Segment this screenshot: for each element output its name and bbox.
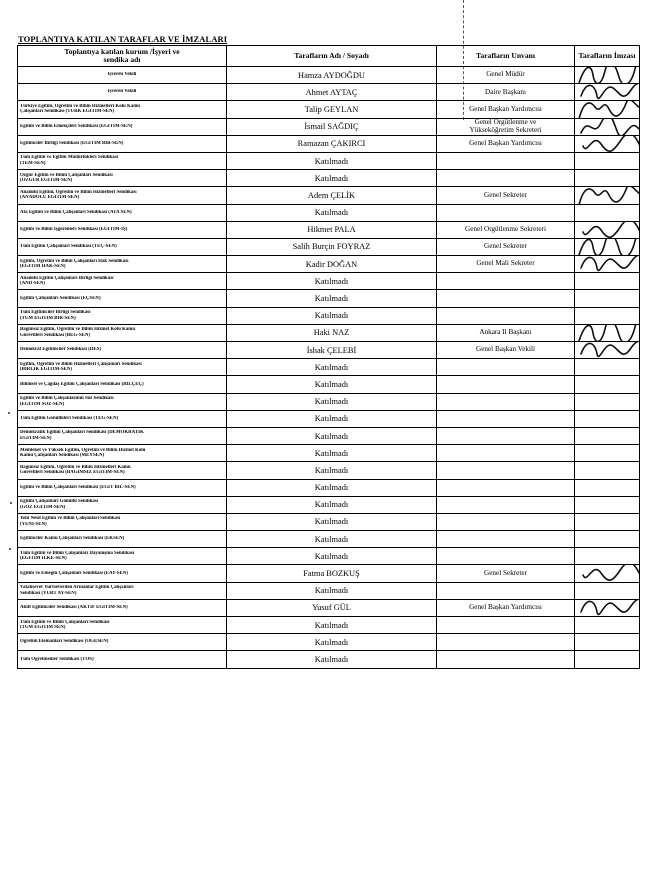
signature-cell xyxy=(575,135,640,152)
org-name-line: Bilimsel ve Çağdaş Eğitim Çalışanları Sendikası (BİLÇEÇ) xyxy=(20,381,144,387)
org-name-line: Kamu Çalışanları Sendikası (MEYSEN) xyxy=(20,453,105,459)
party-name-cell: Katılmadı xyxy=(227,582,437,599)
org-cell xyxy=(18,67,227,84)
handwritten-signature xyxy=(575,67,640,84)
org-name-line: Eğitim ve Bilim Çalışanları Sendikası (EGİT BİL-SEN) xyxy=(20,484,136,490)
table-row xyxy=(18,170,640,187)
party-name-cell: Katılmadı xyxy=(227,307,437,324)
party-title-cell xyxy=(437,238,575,255)
party-title-line: Genel Başkan Yardımcısı xyxy=(469,604,542,612)
party-title-cell xyxy=(437,617,575,634)
org-cell xyxy=(18,634,227,651)
party-title-cell xyxy=(437,513,575,530)
table-row xyxy=(18,410,640,427)
party-title-cell xyxy=(437,221,575,238)
org-name-line: Özgür Eğitim ve Bilim Çalışanları Sendikası xyxy=(20,172,113,178)
org-cell xyxy=(18,651,227,668)
signature-cell xyxy=(575,651,640,668)
org-name-line: Eğitim Çalışanları Gönüllü Sendikası xyxy=(20,499,99,505)
signature-cell xyxy=(575,548,640,565)
table-row xyxy=(18,462,640,479)
org-name-line: Demokratik Eğitim Çalışanları Sendikası (DEMOKRATİK xyxy=(20,430,144,436)
org-cell xyxy=(18,342,227,359)
table-row xyxy=(18,67,640,84)
org-name-line: Tüm Eğitim ve Bilim Çalışanları Dayanışma Sendikası xyxy=(20,550,135,556)
signature-cell xyxy=(575,410,640,427)
party-title-cell xyxy=(437,84,575,101)
org-name-line: Eğitim, Öğretim ve Bilim Hizmetleri Çalışanları Sendikası xyxy=(20,361,142,367)
org-name-line: Eğitimciler Birliği Sendikası (EĞİTİM BİR-SEN) xyxy=(20,141,124,147)
signature-cell xyxy=(575,479,640,496)
signature-cell xyxy=(575,101,640,118)
signature-cell xyxy=(575,221,640,238)
org-name-line: Demokrat Eğitimciler Sendikası (DES) xyxy=(20,347,102,353)
org-name-line: Anadolu Eğitim, Öğretim ve Bilim Hizmetleri Sendikası xyxy=(20,189,137,195)
party-title-line: Genel Sekreter xyxy=(484,191,527,199)
handwritten-signature xyxy=(575,599,640,616)
header-org-line: sendika adı xyxy=(103,55,141,64)
handwritten-signature xyxy=(575,238,640,255)
table-row xyxy=(18,427,640,444)
party-title-cell xyxy=(437,118,575,135)
party-name-cell: Yusuf GÜL xyxy=(227,599,437,616)
org-name-line: Ata Eğitim ve Bilim Çalışanları Sendikası (ATA SEN) xyxy=(20,209,132,215)
org-name-line: Memleket ve Yüksek Eğitim, Öğretim ve Bilim Hizmet Kolu xyxy=(20,447,146,453)
org-name-line: Tüm Eğitim ve Bilim Çalışanları Sendikası xyxy=(20,619,110,625)
org-cell xyxy=(18,479,227,496)
table-row xyxy=(18,531,640,548)
handwritten-signature xyxy=(575,221,640,238)
party-name-cell: Kadir DOĞAN xyxy=(227,256,437,273)
org-cell xyxy=(18,582,227,599)
org-cell xyxy=(18,410,227,427)
org-name-line: Tüm Eğitim Gönüllüleri Sendikası (TEG-SEN) xyxy=(20,416,119,422)
table-row xyxy=(18,307,640,324)
org-name-line: (EĞİTİM HAK-SEN) xyxy=(20,264,66,270)
org-name-line: (BİRLİK EĞİTİM-SEN) xyxy=(20,367,73,373)
party-name-cell: Katılmadı xyxy=(227,393,437,410)
table-row xyxy=(18,651,640,668)
party-title-cell xyxy=(437,531,575,548)
signature-cell xyxy=(575,204,640,221)
org-cell xyxy=(18,565,227,582)
party-title-cell xyxy=(437,342,575,359)
party-name-cell: Adem ÇELİK xyxy=(227,187,437,204)
signature-cell xyxy=(575,342,640,359)
table-row xyxy=(18,273,640,290)
party-title-cell xyxy=(437,273,575,290)
party-title-line: Genel Sekreter xyxy=(484,243,527,251)
signature-cell xyxy=(575,599,640,616)
signature-cell xyxy=(575,359,640,376)
table-row xyxy=(18,324,640,341)
signature-cell xyxy=(575,324,640,341)
org-name-line: (GÖZ EĞİTİM-SEN) xyxy=(20,504,66,510)
header-signature: Tarafların İmzası xyxy=(575,46,640,67)
party-name-cell: Katılmadı xyxy=(227,634,437,651)
table-row xyxy=(18,359,640,376)
party-title-line: Genel Örgütlenme Sekreteri xyxy=(465,226,546,234)
party-name-cell: Hamza AYDOĞDU xyxy=(227,67,437,84)
party-title-line: Daire Başkanı xyxy=(485,88,526,96)
org-cell xyxy=(18,445,227,462)
table-row xyxy=(18,238,640,255)
party-title-cell xyxy=(437,565,575,582)
signature-cell xyxy=(575,496,640,513)
page-title: TOPLANTIYA KATILAN TARAFLAR VE İMZALARI xyxy=(18,34,228,44)
signature-cell xyxy=(575,565,640,582)
org-name-line: EĞİTİM-SEN) xyxy=(20,436,52,442)
org-cell xyxy=(18,599,227,616)
party-title-cell xyxy=(437,479,575,496)
table-row xyxy=(18,565,640,582)
org-name-line: Anadolu Eğitim Çalışanları Birliği Sendikası xyxy=(20,275,114,281)
handwritten-signature xyxy=(575,135,640,152)
org-name-line: Aktif Eğitimciler Sendikası (AKTİF EĞİTİM-SEN) xyxy=(20,605,128,611)
party-title-line: Genel Başkan Yardımcısı xyxy=(469,105,542,113)
table-row xyxy=(18,342,640,359)
org-name-line: (AND-SEN) xyxy=(20,281,45,287)
party-name-cell: Fatma BOZKUŞ xyxy=(227,565,437,582)
party-title-cell xyxy=(437,204,575,221)
party-title-cell xyxy=(437,634,575,651)
party-title-cell xyxy=(437,427,575,444)
signature-cell xyxy=(575,445,640,462)
signature-cell xyxy=(575,152,640,169)
org-name-line: (TÜM EĞİTİM SEN) xyxy=(20,625,66,631)
org-cell xyxy=(18,427,227,444)
header-name: Tarafların Adı / Soyadı xyxy=(227,46,437,67)
party-name-cell: İshak ÇELEBİ xyxy=(227,342,437,359)
org-cell xyxy=(18,238,227,255)
org-name-line: Eğitim, Öğretim ve Bilim Çalışanları Hak Sendikası xyxy=(20,258,129,264)
org-cell xyxy=(18,513,227,530)
party-name-cell: Katılmadı xyxy=(227,152,437,169)
org-cell xyxy=(18,462,227,479)
table-row xyxy=(18,513,640,530)
org-name-line: Tüm Eğitim ve Eğitim Müdürlükleri Sendikası xyxy=(20,155,118,161)
table-row xyxy=(18,101,640,118)
org-cell xyxy=(18,152,227,169)
org-name-line: İşveren Vekili xyxy=(107,72,137,78)
org-cell xyxy=(18,221,227,238)
party-title-line: Genel Başkan Vekili xyxy=(476,346,535,354)
header-org xyxy=(18,46,227,67)
party-title-line: Yükseköğretim Sekreteri xyxy=(469,126,542,134)
party-title-line: Genel Örgütlenme ve xyxy=(474,119,537,127)
org-cell xyxy=(18,204,227,221)
table-row xyxy=(18,152,640,169)
org-name-line: Eğitimciler Kamu Çalışanları Sendikası (EKSEN) xyxy=(20,536,125,542)
party-title-line: Genel Mali Sekreter xyxy=(476,260,535,268)
party-name-cell: Katılmadı xyxy=(227,617,437,634)
signature-cell xyxy=(575,84,640,101)
party-name-cell: Katılmadı xyxy=(227,204,437,221)
party-name-cell: Katılmadı xyxy=(227,170,437,187)
signature-cell xyxy=(575,307,640,324)
signature-cell xyxy=(575,273,640,290)
org-cell xyxy=(18,307,227,324)
party-name-cell: Ahmet AYTAÇ xyxy=(227,84,437,101)
party-title-cell xyxy=(437,462,575,479)
party-title-cell xyxy=(437,359,575,376)
signature-cell xyxy=(575,376,640,393)
table-row xyxy=(18,290,640,307)
party-title-cell xyxy=(437,376,575,393)
org-cell xyxy=(18,84,227,101)
party-name-cell: Katılmadı xyxy=(227,548,437,565)
signature-cell xyxy=(575,170,640,187)
org-cell xyxy=(18,359,227,376)
party-title-cell xyxy=(437,101,575,118)
org-cell xyxy=(18,187,227,204)
table-row xyxy=(18,376,640,393)
party-name-cell: Katılmadı xyxy=(227,496,437,513)
org-name-line: Görevlileri Sendikası (BEG-SEN) xyxy=(20,332,91,338)
org-name-line: Yeni Nesil Eğitim ve Bilim Çalışanları Sendikası xyxy=(20,516,121,522)
org-name-line: Türkiye Eğitim, Öğretim ve Bilim Hizmetleri Kolu Kamu xyxy=(20,103,140,109)
scan-speck xyxy=(10,502,12,504)
party-name-cell: İsmail SAĞDIÇ xyxy=(227,118,437,135)
scan-speck xyxy=(9,548,11,550)
handwritten-signature xyxy=(575,342,640,359)
table-row xyxy=(18,393,640,410)
table-row xyxy=(18,634,640,651)
party-title-cell xyxy=(437,307,575,324)
handwritten-signature xyxy=(575,256,640,273)
party-title-cell xyxy=(437,324,575,341)
table-row xyxy=(18,84,640,101)
handwritten-signature xyxy=(575,324,640,341)
signature-cell xyxy=(575,427,640,444)
table-row xyxy=(18,221,640,238)
party-title-cell xyxy=(437,135,575,152)
handwritten-signature xyxy=(575,565,640,582)
party-name-cell: Katılmadı xyxy=(227,479,437,496)
org-cell xyxy=(18,273,227,290)
party-title-cell xyxy=(437,445,575,462)
header-org-line: Toplantıya katılan kurum /İşyeri ve xyxy=(64,47,180,56)
org-name-line: (TEM-SEN) xyxy=(20,161,46,167)
org-name-line: (TÜM EĞİTİM BİR-SEN) xyxy=(20,315,76,321)
org-name-line: Eğitim ve Bilim Emekçileri Sendikası (EĞİTİM-SEN) xyxy=(20,123,133,129)
table-row xyxy=(18,599,640,616)
table-row xyxy=(18,479,640,496)
org-name-line: Bağımsız Eğitim, Öğretim ve Bilim Hizmet Kolu Kamu xyxy=(20,327,136,333)
scan-speck xyxy=(8,412,10,414)
org-name-line: (ÖZGÜR EĞİTİM-SEN) xyxy=(20,178,73,184)
table-row xyxy=(18,582,640,599)
org-name-line: Vatansever Yurtseverden Arınanlar Eğitim Çalışanları xyxy=(20,585,134,591)
org-cell xyxy=(18,290,227,307)
org-cell xyxy=(18,496,227,513)
party-title-cell xyxy=(437,410,575,427)
party-title-cell xyxy=(437,256,575,273)
table-row xyxy=(18,204,640,221)
signature-cell xyxy=(575,118,640,135)
party-title-cell xyxy=(437,67,575,84)
org-name-line: Görevlileri Sendikası (BAĞIMSIZ EĞİTİM-SEN) xyxy=(20,470,125,476)
handwritten-signature xyxy=(575,84,640,101)
party-name-cell: Katılmadı xyxy=(227,359,437,376)
signature-cell xyxy=(575,67,640,84)
party-name-cell: Katılmadı xyxy=(227,427,437,444)
org-name-line: Sendikası (YURT AY-SEN) xyxy=(20,590,77,596)
table-row xyxy=(18,617,640,634)
org-name-line: Eğitim ve Emeğin Çalışanları Sendikası (EAY-SEN) xyxy=(20,570,128,576)
signature-cell xyxy=(575,462,640,479)
org-cell xyxy=(18,324,227,341)
party-name-cell: Katılmadı xyxy=(227,651,437,668)
party-name-cell: Katılmadı xyxy=(227,273,437,290)
org-cell xyxy=(18,531,227,548)
org-name-line: (ANADOLU EĞİTİM-SEN) xyxy=(20,195,80,201)
signature-cell xyxy=(575,187,640,204)
party-name-cell: Katılmadı xyxy=(227,290,437,307)
org-cell xyxy=(18,393,227,410)
table-row xyxy=(18,256,640,273)
signature-cell xyxy=(575,393,640,410)
party-title-cell xyxy=(437,582,575,599)
party-title-cell xyxy=(437,599,575,616)
party-name-cell: Haki NAZ xyxy=(227,324,437,341)
org-cell xyxy=(18,376,227,393)
table-row xyxy=(18,135,640,152)
party-title-cell xyxy=(437,548,575,565)
signature-cell xyxy=(575,582,640,599)
org-name-line: Tüm Öğretmenler Sendikası (TÖS) xyxy=(20,656,94,662)
org-name-line: Tüm Eğitim Çalışanları Sendikası (TEÇ-SEN) xyxy=(20,244,117,250)
party-title-cell xyxy=(437,152,575,169)
org-name-line: Bağımsız Eğitim, Öğretim ve Bilim Hizmetleri Kamu xyxy=(20,464,131,470)
org-cell xyxy=(18,135,227,152)
handwritten-signature xyxy=(575,187,640,204)
org-name-line: Eğitim ve Bilim İşgörenleri Sendikası (EĞİTİM-İŞ) xyxy=(20,226,128,232)
org-name-line: (EĞİTİM SÖZ-SEN) xyxy=(20,401,65,407)
party-title-cell xyxy=(437,290,575,307)
signature-cell xyxy=(575,531,640,548)
participants-table xyxy=(17,45,640,669)
signature-cell xyxy=(575,513,640,530)
org-cell xyxy=(18,170,227,187)
org-cell xyxy=(18,617,227,634)
signature-cell xyxy=(575,290,640,307)
handwritten-signature xyxy=(575,118,640,135)
party-name-cell: Katılmadı xyxy=(227,410,437,427)
handwritten-signature xyxy=(575,101,640,118)
org-cell xyxy=(18,548,227,565)
party-name-cell: Ramazan ÇAKIRCI xyxy=(227,135,437,152)
table-row xyxy=(18,445,640,462)
party-name-cell: Hikmet PALA xyxy=(227,221,437,238)
party-title-cell xyxy=(437,170,575,187)
table-row xyxy=(18,118,640,135)
party-title-line: Ankara İl Başkanı xyxy=(479,329,532,337)
signature-cell xyxy=(575,634,640,651)
party-title-cell xyxy=(437,187,575,204)
org-name-line: Eğitim Çalışanları Sendikası (EÇSEN) xyxy=(20,295,101,301)
table-row xyxy=(18,496,640,513)
org-cell xyxy=(18,118,227,135)
table-header-row xyxy=(18,46,640,67)
party-title-cell xyxy=(437,496,575,513)
table-row xyxy=(18,548,640,565)
org-name-line: Çalışanları Sendikası (TÜRK EĞİTİM-SEN) xyxy=(20,109,115,115)
org-cell xyxy=(18,256,227,273)
org-name-line: (EĞİTİM İLKE-SEN) xyxy=(20,556,67,562)
org-name-line: (YENİ-SEN) xyxy=(20,521,47,527)
party-name-cell: Salih Burçin FOYRAZ xyxy=(227,238,437,255)
org-name-line: Öğretim Elemanları Sendikası (ÖGESEN) xyxy=(20,639,109,645)
party-title-line: Genel Başkan Yardımcısı xyxy=(469,140,542,148)
signature-cell xyxy=(575,256,640,273)
party-title-cell xyxy=(437,393,575,410)
org-name-line: Tüm Eğitimciler Birliği Sendikası xyxy=(20,310,91,316)
party-name-cell: Katılmadı xyxy=(227,531,437,548)
signature-cell xyxy=(575,617,640,634)
party-name-cell: Katılmadı xyxy=(227,462,437,479)
org-name-line: Eğitim ve Bilim Çalışanlarının Söz Sendikası xyxy=(20,396,114,402)
party-name-cell: Katılmadı xyxy=(227,513,437,530)
table-row xyxy=(18,187,640,204)
party-name-cell: Talip GEYLAN xyxy=(227,101,437,118)
party-name-cell: Katılmadı xyxy=(227,445,437,462)
signature-cell xyxy=(575,238,640,255)
party-title-line: Genel Müdür xyxy=(486,71,525,79)
party-title-cell xyxy=(437,651,575,668)
org-name-line: İşveren Vekili xyxy=(107,89,137,95)
org-cell xyxy=(18,101,227,118)
party-name-cell: Katılmadı xyxy=(227,376,437,393)
header-title: Tarafların Unvanı xyxy=(437,46,575,67)
party-title-line: Genel Sekreter xyxy=(484,569,527,577)
